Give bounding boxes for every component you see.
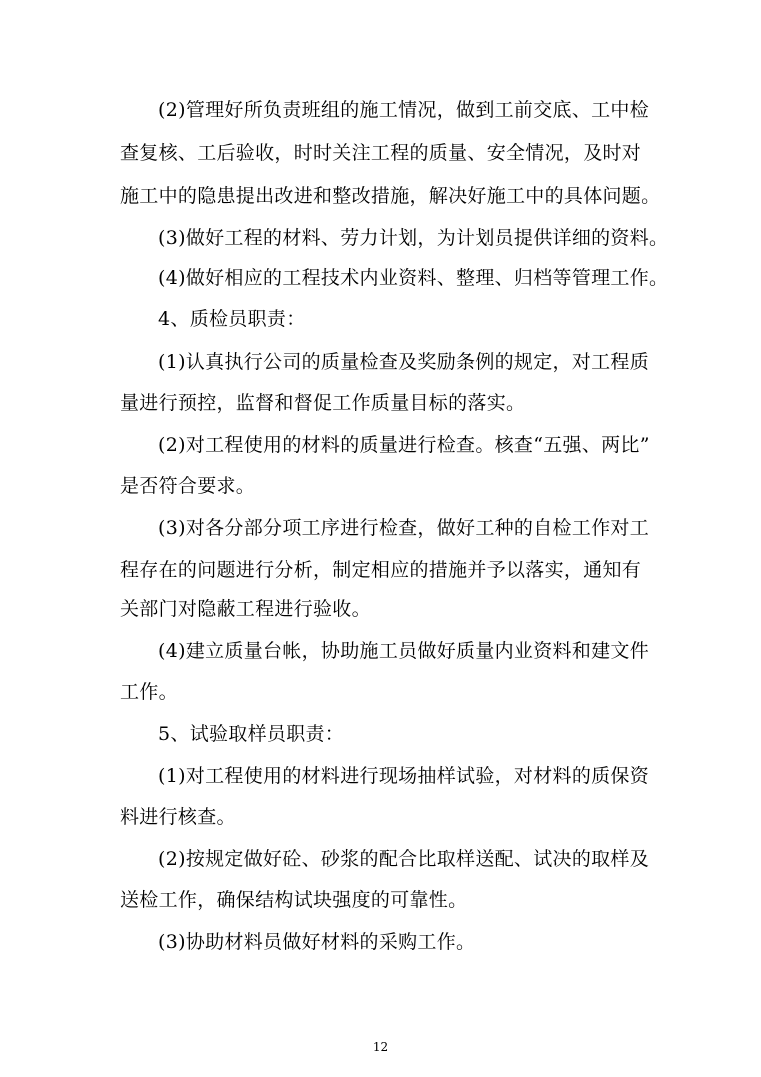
page-number: 12 [372,1040,389,1054]
section-heading: 4、质检员职责： [158,308,306,330]
section-heading: 5、试验取样员职责： [158,723,345,745]
text-line: (2)对工程使用的材料的质量进行检查。核查“五强、两比” [158,434,650,456]
text-line: (2)管理好所负责班组的施工情况，做到工前交底、工中检 [158,99,650,121]
text-line: (3)协助材料员做好材料的采购工作。 [158,931,476,953]
text-line: 是否符合要求。 [120,475,256,497]
text-line: 关部门对隐蔽工程进行验收。 [120,598,371,620]
text-line: 工作。 [120,681,178,703]
text-line: 送检工作，确保结构试块强度的可靠性。 [120,889,468,911]
text-line: 查复核、工后验收，时时关注工程的质量、安全情况，及时对 [120,142,642,164]
text-line: 程存在的问题进行分析，制定相应的措施并予以落实，通知有 [120,559,642,581]
text-line: (3)对各分部分项工序进行检查，做好工种的自检工作对工 [158,517,650,539]
text-line: (1)认真执行公司的质量检查及奖励条例的规定，对工程质 [158,351,650,373]
text-line: 料进行核查。 [120,806,236,828]
text-line: (4)做好相应的工程技术内业资料、整理、归档等管理工作。 [158,267,669,289]
text-line: 施工中的隐患提出改进和整改措施，解决好施工中的具体问题。 [120,185,661,207]
text-line: (1)对工程使用的材料进行现场抽样试验，对材料的质保资 [158,765,650,787]
text-line: 量进行预控，监督和督促工作质量目标的落实。 [120,392,526,414]
text-line: (4)建立质量台帐，协助施工员做好质量内业资料和建文件 [158,640,650,662]
text-line: (2)按规定做好砼、砂浆的配合比取样送配、试决的取样及 [158,848,650,870]
text-line: (3)做好工程的材料、劳力计划，为计划员提供详细的资料。 [158,227,669,249]
